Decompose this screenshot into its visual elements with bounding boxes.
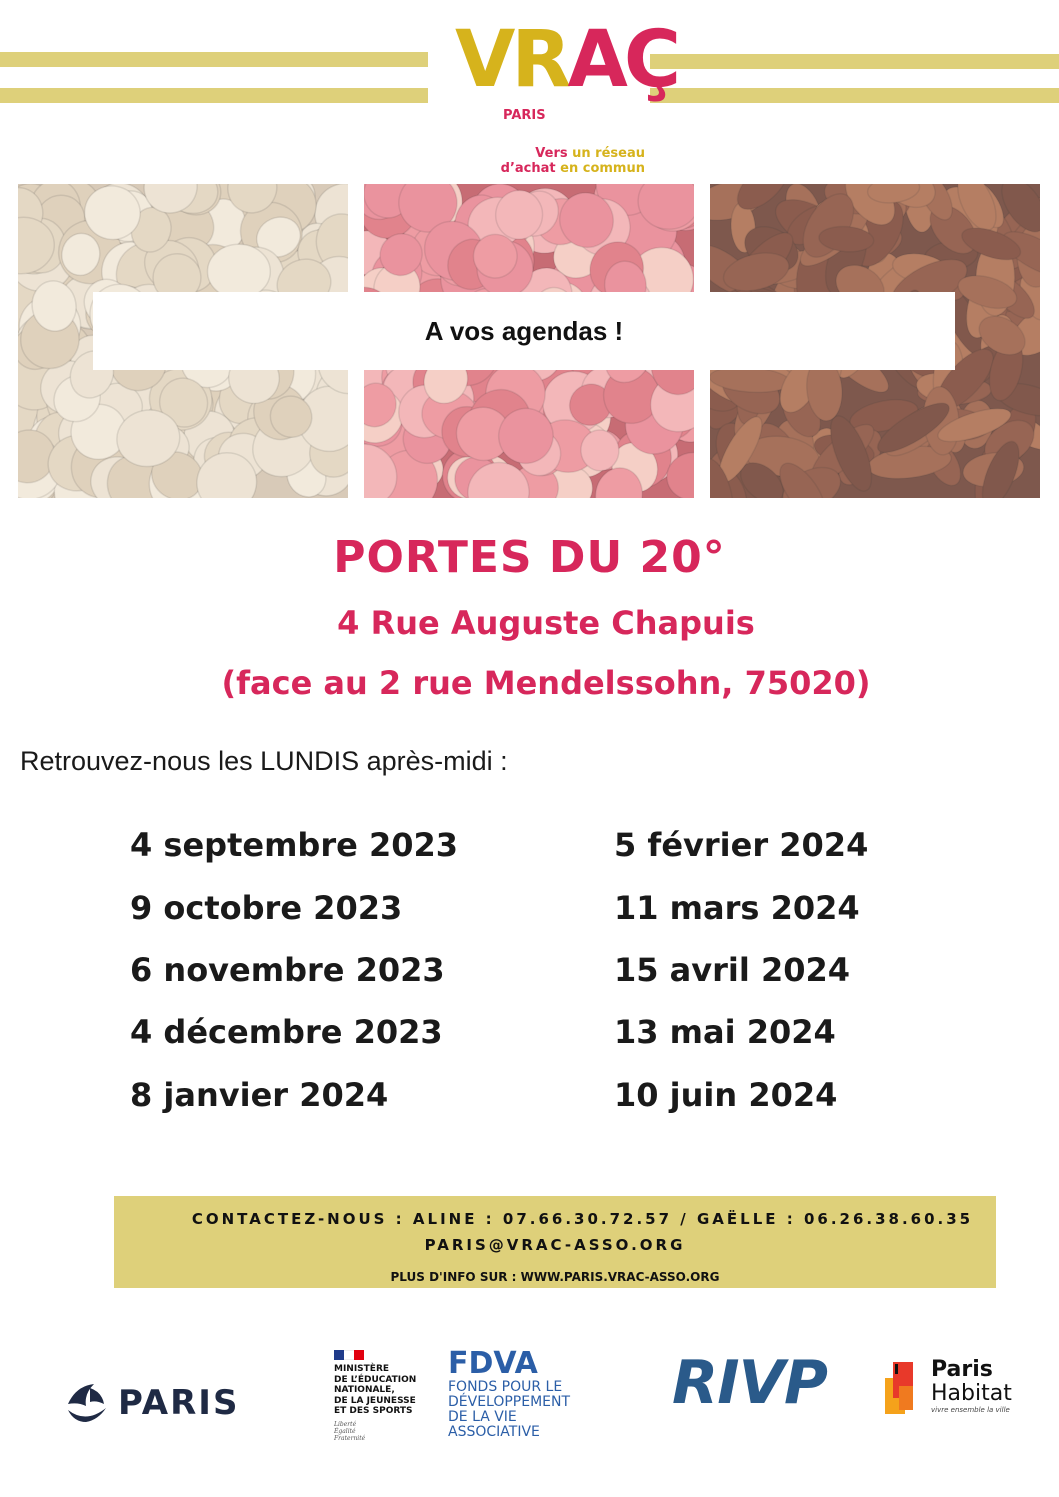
date-right: 15 avril 2024: [614, 951, 851, 989]
fdva-logo: [448, 1348, 570, 1440]
header-stripe-left-top: [0, 52, 428, 67]
location-address: 4 Rue Auguste Chapuis: [337, 604, 755, 642]
contact-box: [114, 1196, 996, 1288]
ministere-line: DE LA JEUNESSE: [334, 1395, 416, 1406]
logo-letter-c: Ç: [623, 15, 678, 105]
fdva-line: ASSOCIATIVE: [448, 1424, 540, 1440]
logo-letter-a: A: [567, 15, 624, 105]
rivp-logo: RIVP: [672, 1348, 827, 1418]
date-right: 10 juin 2024: [614, 1076, 838, 1114]
agenda-banner-text: A vos agendas !: [424, 315, 624, 346]
ministere-motto: [334, 1421, 439, 1442]
date-left: 8 janvier 2024: [130, 1076, 389, 1114]
paris-habitat-icon: [885, 1358, 921, 1414]
paris-habitat-word: Paris: [931, 1357, 993, 1382]
french-flag-icon: [334, 1350, 364, 1360]
date-left: 4 décembre 2023: [130, 1013, 443, 1051]
date-right: 5 février 2024: [614, 826, 869, 864]
paris-habitat-logo: [885, 1358, 1012, 1415]
date-left: 6 novembre 2023: [130, 951, 445, 989]
paris-boat-icon: [64, 1380, 110, 1426]
motto-word: Liberté: [334, 1420, 357, 1428]
ville-de-paris-logo: [64, 1380, 239, 1426]
logo-tagline: [455, 146, 645, 176]
fdva-line: DE LA VIE: [448, 1409, 517, 1425]
date-right: 11 mars 2024: [614, 889, 860, 927]
header-stripe-left-bottom: [0, 88, 428, 103]
logo-subtitle: PARIS: [503, 108, 546, 123]
logo-letter-v: V: [455, 15, 512, 105]
intro-text: Retrouvez-nous les LUNDIS après-midi :: [20, 746, 508, 776]
tagline-word: un réseau: [567, 146, 645, 161]
paris-habitat-word: Habitat: [931, 1381, 1012, 1406]
motto-word: Fraternité: [334, 1434, 366, 1442]
ministere-line: DE L’ÉDUCATION: [334, 1374, 417, 1385]
header-stripe-right-bottom: [650, 88, 1059, 103]
date-left: 4 septembre 2023: [130, 826, 458, 864]
fdva-line: DÉVELOPPEMENT: [448, 1394, 571, 1410]
date-left: 9 octobre 2023: [130, 889, 403, 927]
ministere-line: ET DES SPORTS: [334, 1406, 413, 1416]
tagline-word: en commun: [555, 161, 645, 176]
tagline-word: d’achat: [500, 161, 556, 176]
vrac-logo: [455, 14, 678, 124]
agenda-banner: [93, 292, 955, 370]
contact-phones: CONTACTEZ-NOUS : ALINE : 07.66.30.72.57 / GAËLLE : 06.26.38.60.35: [191, 1210, 974, 1228]
tagline-word: Vers: [535, 146, 568, 161]
header-stripe-right-top: [650, 54, 1059, 69]
paris-habitat-tagline: vivre ensemble la ville: [931, 1406, 1010, 1414]
logo-letter-r: R: [511, 15, 568, 105]
location-title: PORTES DU 20°: [333, 532, 726, 583]
ministere-line: NATIONALE,: [334, 1385, 395, 1395]
location-detail: (face au 2 rue Mendelssohn, 75020): [221, 664, 871, 702]
fdva-title: FDVA: [448, 1346, 538, 1381]
contact-website[interactable]: PLUS D'INFO SUR : WWW.PARIS.VRAC-ASSO.ORG: [390, 1270, 720, 1284]
ministere-line: MINISTÈRE: [334, 1364, 390, 1374]
ministere-logo: [334, 1350, 439, 1442]
paris-logo-text: PARIS: [118, 1383, 240, 1423]
date-right: 13 mai 2024: [614, 1013, 836, 1051]
contact-email[interactable]: PARIS@VRAC-ASSO.ORG: [424, 1236, 686, 1254]
fdva-line: FONDS POUR LE: [448, 1379, 563, 1395]
motto-word: Égalité: [334, 1427, 356, 1435]
